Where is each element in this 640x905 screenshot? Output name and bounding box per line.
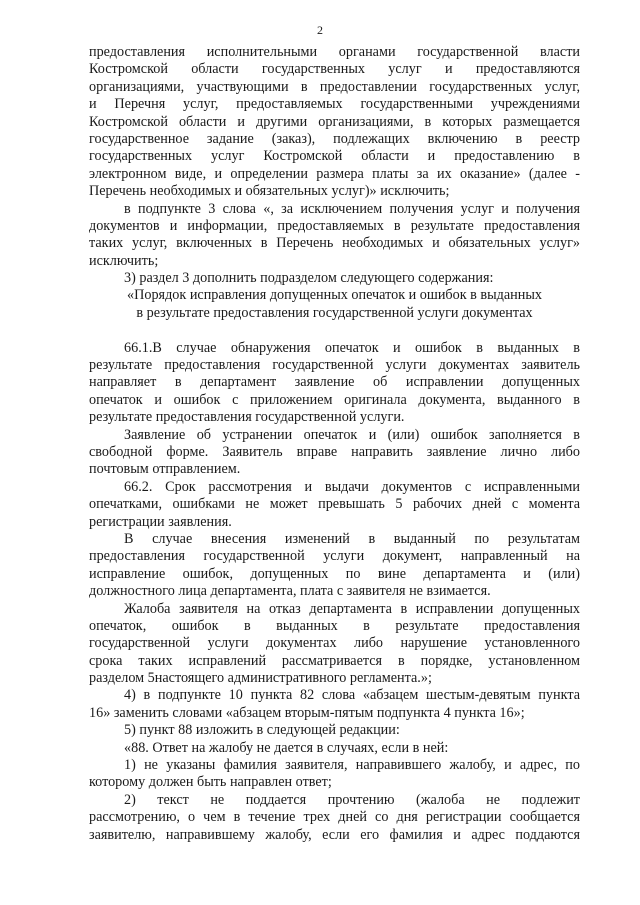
- text-line: государственных услуг Костромской области и предоставлению в: [89, 148, 580, 165]
- text-line: предоставления исполнительными органами государственной власти: [89, 44, 580, 60]
- text-line: направляет в департамент заявление об исправлении допущенных: [89, 374, 580, 391]
- text-line: Костромской области и другими организациями, в которых размещается: [89, 113, 580, 130]
- text-line: должностного лица департамента, плата с заявителя не взимается.: [89, 583, 491, 600]
- text-line: «88. Ответ на жалобу не дается в случаях, если в ней:: [124, 739, 449, 756]
- text-line: почтовым отправлением.: [89, 461, 241, 478]
- text-line: которому должен быть направлен ответ;: [89, 774, 332, 791]
- text-line: документов и информации, предоставляемых в результате предоставления: [89, 217, 580, 234]
- text-line: срока таких исправлений рассматривается в порядке, установленном: [89, 652, 580, 669]
- text-line: опечатками, ошибками не может превышать 5 рабочих дней с момента: [89, 496, 580, 513]
- page-number: 2: [317, 23, 323, 37]
- text-line: 1) не указаны фамилия заявителя, направившего жалобу, и адрес, по: [124, 757, 580, 774]
- text-line: государственное задание (заказ), подлежащих включению в реестр: [89, 130, 580, 147]
- text-line: 5) пункт 88 изложить в следующей редакции:: [124, 722, 400, 739]
- text-line: 16» заменить словами «абзацем вторым-пятым подпункта 4 пункта 16»;: [89, 704, 525, 721]
- text-line: предоставления государственной услуги документ, направленный на: [89, 548, 580, 565]
- text-line: и Перечня услуг, предоставляемых государственными учреждениями: [89, 96, 580, 113]
- text-line: разделом 5настоящего административного регламента.»;: [89, 670, 432, 687]
- text-line: 4) в подпункте 10 пункта 82 слова «абзацем шестым-девятым пункта: [124, 687, 580, 704]
- text-line: опечаток и ошибок с приложением оригинала документа, выданного в: [89, 391, 580, 408]
- text-line: в результате предоставления государственной услуги документах: [136, 304, 533, 321]
- text-line: организациями, участвующими в предоставлении государственных услуг,: [89, 78, 580, 95]
- text-line: результате предоставления государственной услуги документах заявитель: [89, 357, 580, 374]
- text-line: заявителю, направившему жалобу, если его фамилия и адрес поддаются: [89, 826, 580, 843]
- text-line: Заявление об устранении опечаток и (или) ошибок заполняется в: [124, 426, 580, 443]
- document-body: [89, 44, 580, 844]
- text-line: В случае внесения изменений в выданный по результатам: [124, 530, 580, 547]
- spacer: [89, 322, 580, 339]
- text-line: таких услуг, включенных в Перечень необходимых и обязательных услуг»: [89, 235, 580, 252]
- text-line: 66.2. Срок рассмотрения и выдачи документов с исправленными: [124, 478, 580, 495]
- text-line: 66.1.В случае обнаружения опечаток и ошибок в выданных в: [124, 339, 580, 356]
- text-line: результате предоставления государственной услуги.: [89, 409, 405, 426]
- text-line: 2) текст не поддается прочтению (жалоба не подлежит: [124, 791, 580, 808]
- text-line: свободной форме. Заявитель вправе направить заявление лично либо: [89, 443, 580, 460]
- text-line: рассмотрению, о чем в течение трех дней со дня регистрации сообщается: [89, 809, 580, 826]
- text-line: регистрации заявления.: [89, 513, 232, 530]
- text-line: Жалоба заявителя на отказ департамента в исправлении допущенных: [124, 600, 580, 617]
- text-line: опечаток, ошибок в выданных в результате предоставления: [89, 617, 580, 634]
- text-line: государственной услуги документах либо нарушение установленного: [89, 635, 580, 652]
- text-line: Перечень необходимых и обязательных услуг)» исключить;: [89, 183, 450, 200]
- text-line: Костромской области государственных услуг и предоставляются: [89, 61, 580, 78]
- text-line: исключить;: [89, 252, 159, 269]
- text-line: электронном виде, и определении размера платы за их оказание» (далее -: [89, 165, 580, 182]
- text-line: в подпункте 3 слова «, за исключением получения услуг и получения: [124, 200, 580, 217]
- text-line: 3) раздел 3 дополнить подразделом следующего содержания:: [124, 270, 494, 287]
- text-line: «Порядок исправления допущенных опечаток и ошибок в выданных: [127, 287, 542, 304]
- text-line: исправление ошибок, допущенных по вине департамента и (или): [89, 565, 580, 582]
